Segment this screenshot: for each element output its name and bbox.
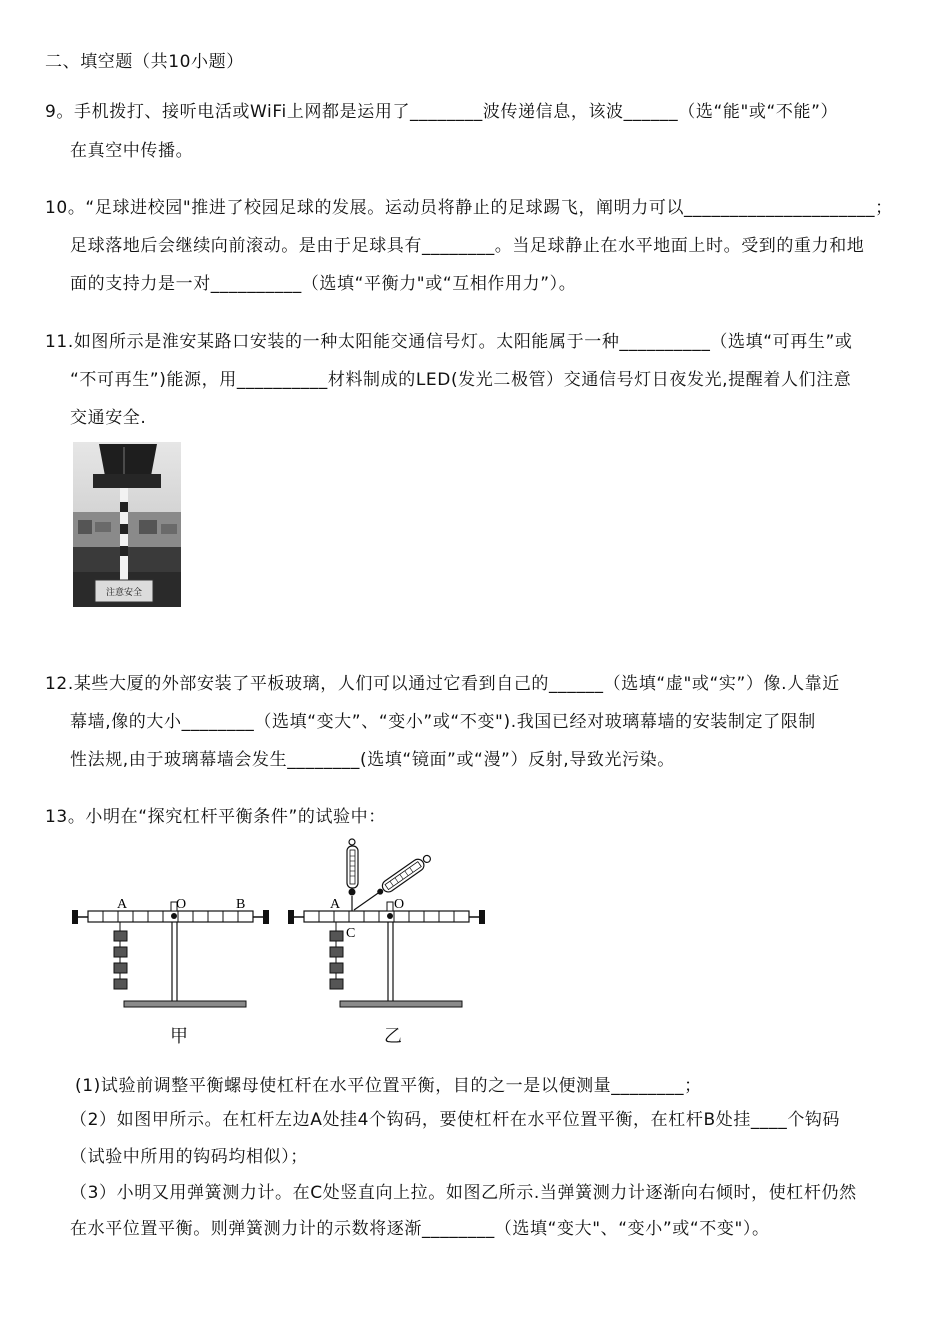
q9-line-2: 在真空中传播。 bbox=[70, 141, 194, 161]
label-b: B bbox=[236, 897, 246, 912]
figure-a-caption: 甲 bbox=[170, 1026, 188, 1047]
q10-line-3: 面的支持力是一对__________（选填“平衡力"或“互相作用力”）。 bbox=[70, 274, 577, 294]
q12-line-3: 性法规,由于玻璃幕墙会发生________(选填“镜面”或“漫”）反射,导致光污染。 bbox=[70, 750, 675, 770]
solar-traffic-light-photo bbox=[73, 442, 181, 607]
q13-line-1: 13。小明在“探究杠杆平衡条件”的试验中： bbox=[45, 807, 386, 827]
stand-base-b bbox=[340, 1001, 462, 1007]
balance-nut-left-b bbox=[288, 910, 294, 924]
lever-bar bbox=[88, 911, 253, 922]
q11-line-1: 11.如图所示是淮安某路口安装的一种太阳能交通信号灯。太阳能属于一种__________（选填“可再生”或 bbox=[45, 332, 853, 352]
q13-sub-2-line-1: （2）如图甲所示。在杠杆左边A处挂4个钩码，要使杠杆在水平位置平衡，在杠杆B处挂____个钩码 bbox=[70, 1110, 841, 1130]
label-a-b: A bbox=[330, 897, 341, 912]
figure-a bbox=[72, 897, 269, 1007]
q13-sub-2-line-2: （试验中所用的钩码均相似）； bbox=[70, 1147, 308, 1167]
figure-b bbox=[288, 839, 485, 1007]
balance-nut-right-b bbox=[479, 910, 485, 924]
q9-line-1: 9。手机拨打、接听电活或WiFi上网都是运用了________波传递信息，该波______（选“能"或“不能”） bbox=[45, 102, 839, 122]
pivot-point bbox=[171, 913, 177, 919]
balance-nut-left bbox=[72, 910, 78, 924]
balance-nut-right bbox=[263, 910, 269, 924]
q13-sub-1: (1)试验前调整平衡螺母使杠杆在水平位置平衡，目的之一是以便测量________； bbox=[75, 1076, 702, 1096]
q12-line-2: 幕墙,像的大小________（选填“变大”、“变小”或“不变").我国已经对玻璃幕墙的安装制定了限制 bbox=[70, 712, 816, 732]
q10-line-1: 10。“足球进校园"推进了校园足球的发展。运动员将静止的足球踢飞，阐明力可以_____________________； bbox=[45, 198, 893, 218]
spring-scale-vertical bbox=[347, 839, 358, 911]
section-title: 二、填空题（共10小题） bbox=[45, 52, 244, 72]
lever-experiment-diagram bbox=[62, 836, 502, 1051]
stand-base bbox=[124, 1001, 246, 1007]
label-o-b: O bbox=[394, 897, 405, 912]
label-c: C bbox=[346, 926, 356, 941]
q13-sub-3-line-1: （3）小明又用弹簧测力计。在C处竖直向上拉。如图乙所示.当弹簧测力计逐渐向右倾时，使杠杆仍然 bbox=[70, 1183, 857, 1203]
q10-line-2: 足球落地后会继续向前滚动。是由于足球具有________。当足球静止在水平地面上时。受到的重力和地 bbox=[70, 236, 865, 256]
lever-bar-b bbox=[304, 911, 469, 922]
q12-line-1: 12.某些大厦的外部安装了平板玻璃，人们可以通过它看到自己的______（选填“虚"或“实”）像.人靠近 bbox=[45, 674, 840, 694]
q11-line-3: 交通安全. bbox=[70, 408, 147, 428]
q13-sub-3-line-2: 在水平位置平衡。则弹簧测力计的示数将逐渐________（选填“变大"、“变小”或“不变"）。 bbox=[70, 1219, 770, 1239]
figure-b-caption: 乙 bbox=[384, 1026, 402, 1047]
label-o: O bbox=[176, 897, 187, 912]
q11-line-2: “不可再生”)能源，用__________材料制成的LED(发光二极管）交通信号灯日夜发光,提醒着人们注意 bbox=[70, 370, 852, 390]
warning-sign-text: 注意安全 bbox=[105, 588, 143, 598]
label-a: A bbox=[117, 897, 128, 912]
pivot-point-b bbox=[387, 913, 393, 919]
